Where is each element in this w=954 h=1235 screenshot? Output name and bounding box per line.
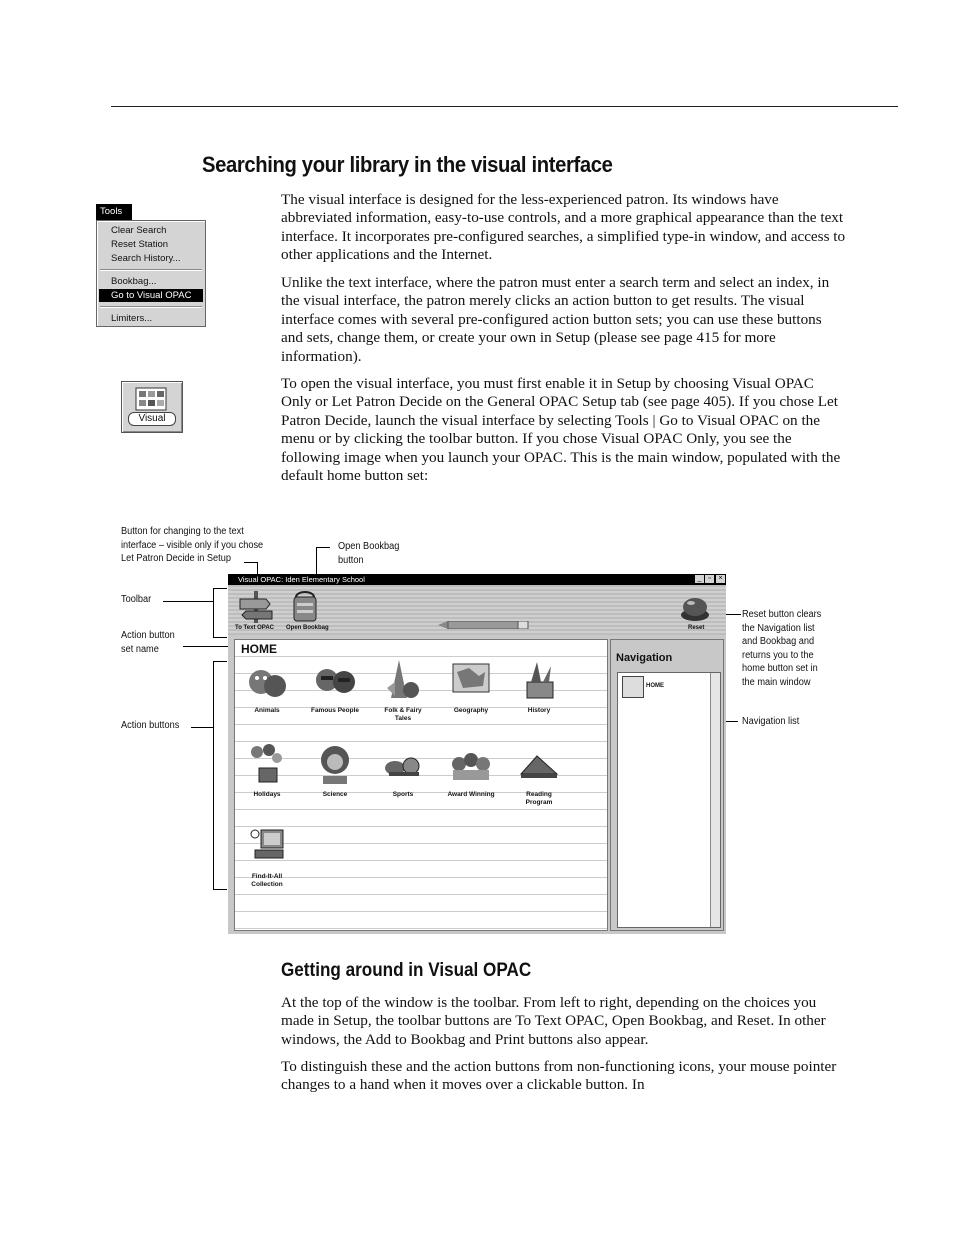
famous-people-icon <box>313 658 357 702</box>
callout-reset: Reset button clears the Navigation list and Bookbag and returns you to the home button set in the main window <box>742 609 822 688</box>
find-it-all-icon <box>245 824 289 868</box>
window-titlebar <box>228 574 726 585</box>
leader-line <box>213 661 227 662</box>
callout-action-buttons: Action buttons <box>121 720 180 731</box>
geography-icon <box>449 658 493 702</box>
action-button-find-it-all[interactable]: Find-It-All Collection <box>235 824 299 889</box>
progress-pencil-icon <box>438 621 530 629</box>
award-winning-icon <box>449 742 493 786</box>
subsection-title: Getting around in Visual OPAC <box>281 960 532 981</box>
action-button-geography[interactable]: Geography <box>439 658 503 715</box>
reset-button[interactable]: Reset <box>688 625 705 631</box>
visual-toolbar-button[interactable] <box>121 381 183 433</box>
callout-open-bookbag: Open Bookbag button <box>338 541 400 566</box>
menu-item-reset-station[interactable]: Reset Station <box>111 239 169 250</box>
minimize-icon[interactable]: _ <box>695 575 704 583</box>
window-title: Visual OPAC: Iden Elementary School <box>238 575 365 584</box>
button-set-name: HOME <box>241 642 277 656</box>
visual-button-label: Visual <box>128 412 176 426</box>
reset-icon <box>680 593 710 623</box>
menu-separator <box>100 269 202 271</box>
callout-toolbar: Toolbar <box>121 594 152 605</box>
navigation-item-home[interactable]: HOME <box>646 683 664 689</box>
leader-line <box>213 588 227 589</box>
action-button-award-winning[interactable]: Award Winning <box>439 742 503 799</box>
leader-line <box>316 547 330 548</box>
action-button-reading-program[interactable]: Reading Program <box>507 742 571 807</box>
sports-icon <box>381 742 425 786</box>
tools-menu-title[interactable]: Tools <box>96 204 132 220</box>
leader-line <box>213 588 214 638</box>
signpost-icon <box>236 589 276 623</box>
visual-toolbar <box>228 585 726 635</box>
maximize-icon[interactable]: ▫ <box>705 575 714 583</box>
folk-fairy-tales-icon <box>381 658 425 702</box>
history-icon <box>517 658 561 702</box>
section-title: Searching your library in the visual interface <box>202 152 613 177</box>
leader-line <box>213 889 227 890</box>
menu-item-limiters[interactable]: Limiters... <box>111 313 153 324</box>
action-button-famous-people[interactable]: Famous People <box>303 658 367 715</box>
header-rule <box>111 106 898 107</box>
leader-line <box>191 727 213 728</box>
open-bookbag-button[interactable]: Open Bookbag <box>286 625 329 631</box>
paragraph-4: At the top of the window is the toolbar. From left to right, depending on the choices you made in Setup, the toolbar buttons are To Text OPAC, Open Bookbag, and Reset. In other windows, the Add to Bookbag and Print buttons also appear. <box>281 994 826 1048</box>
holidays-icon <box>245 742 289 786</box>
action-button-animals[interactable]: Animals <box>235 658 299 715</box>
callout-navigation-list: Navigation list <box>742 716 800 727</box>
paragraph-3: To open the visual interface, you must first enable it in Setup by choosing Visual OPAC Only or Let Patron Decide on the General OPAC Setup tab (see page 405). If you chose Let Patron Decide, launch the visual interface by selecting Tools | Go to Visual OPAC on the menu or by clicking the toolbar button. If you chose Visual OPAC Only, you see the following image when you launch your OPAC. This is the main window, populated with the default home button set: <box>281 375 841 485</box>
to-text-opac-button[interactable]: To Text OPAC <box>235 625 274 631</box>
reading-program-icon <box>517 742 561 786</box>
leader-line <box>213 637 227 638</box>
navigation-scrollbar[interactable] <box>710 673 720 927</box>
science-icon <box>313 742 357 786</box>
leader-line <box>213 661 214 890</box>
tools-menu <box>96 204 206 326</box>
visual-opac-screenshot <box>228 574 726 934</box>
menu-item-bookbag[interactable]: Bookbag... <box>111 276 157 287</box>
home-icon <box>622 676 644 698</box>
menu-item-search-history[interactable]: Search History... <box>111 253 181 264</box>
navigation-list[interactable] <box>617 672 721 928</box>
tools-menu-panel <box>96 220 206 327</box>
action-button-page <box>234 639 608 931</box>
action-button-sports[interactable]: Sports <box>371 742 435 799</box>
animals-icon <box>245 658 289 702</box>
navigation-title: Navigation <box>616 652 673 664</box>
paragraph-1: The visual interface is designed for the less-experienced patron. Its windows have abbreviated information, easy-to-use controls, and a more graphical appearance than the text interface. It incorporates pre-configured searches, a simplified type-in window, and access to other applications and the Internet. <box>281 191 846 264</box>
paragraph-2: Unlike the text interface, where the patron must enter a search term and select an index, in the visual interface, the patron merely clicks an action button to get results. The visual interface comes with several pre-configured action button sets; you can use these buttons and sets, change them, or create your own in Setup (please see page 415 for more information). <box>281 274 830 365</box>
menu-item-clear-search[interactable]: Clear Search <box>111 225 167 236</box>
paragraph-5: To distinguish these and the action buttons from non-functioning icons, your mouse pointer changes to a hand when it moves over a clickable button. In <box>281 1058 837 1094</box>
menu-separator <box>100 306 202 308</box>
action-button-folk-fairy-tales[interactable]: Folk & Fairy Tales <box>371 658 435 723</box>
menu-item-go-to-visual-opac[interactable]: Go to Visual OPAC <box>99 289 203 302</box>
leader-line <box>163 601 213 602</box>
bookbag-icon <box>290 591 320 623</box>
callout-set-name: Action button set name <box>121 630 175 655</box>
action-button-history[interactable]: History <box>507 658 571 715</box>
leader-line <box>244 562 258 563</box>
navigation-panel <box>610 639 724 931</box>
action-button-holidays[interactable]: Holidays <box>235 742 299 799</box>
close-icon[interactable]: × <box>716 575 725 583</box>
callout-text-button: Button for changing to the text interface – visible only if you chose Let Patron Decide in Setup <box>121 526 264 564</box>
action-button-science[interactable]: Science <box>303 742 367 799</box>
